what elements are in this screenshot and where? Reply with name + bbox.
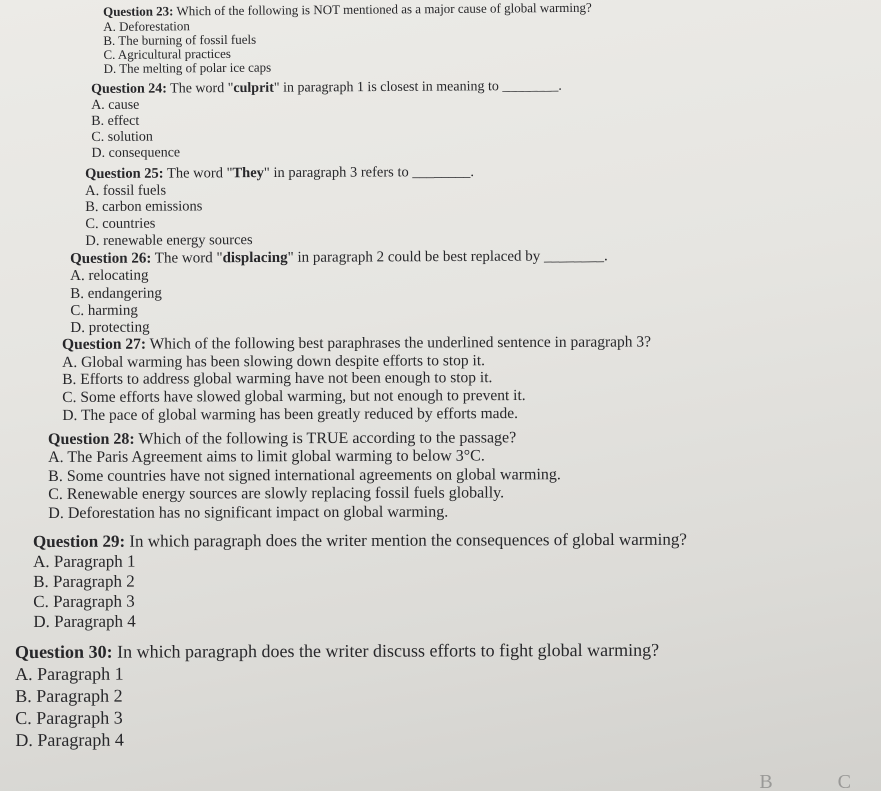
question-30 xyxy=(15,640,659,752)
option-c: C. countries xyxy=(85,215,156,233)
option-a: A. fossil fuels xyxy=(85,182,167,199)
question-label: Question 26: xyxy=(70,250,152,267)
question-label: Question 28: xyxy=(48,430,135,448)
option-c: C. harming xyxy=(70,302,138,319)
edge-letters: B C xyxy=(759,771,881,791)
option-d: D. renewable energy sources xyxy=(85,231,253,249)
option-a: A. Deforestation xyxy=(103,18,190,34)
option-c: C. solution xyxy=(91,129,153,146)
option-d: D. protecting xyxy=(70,319,150,336)
option-d: D. Deforestation has no significant impact on global warming. xyxy=(48,503,449,522)
question-prompt: Question 26: The word "displacing" in paragraph 2 could be best replaced by ________. xyxy=(70,248,608,267)
question-label: Question 27: xyxy=(62,335,147,353)
option-d: D. The pace of global warming has been greatly reduced by efforts made. xyxy=(62,404,519,424)
option-b: B. Efforts to address global warming have not been enough to stop it. xyxy=(62,369,493,389)
question-23 xyxy=(103,1,592,76)
question-label: Question 23: xyxy=(102,3,174,19)
question-28 xyxy=(48,429,561,523)
option-b: B. endangering xyxy=(70,285,162,302)
question-label: Question 25: xyxy=(85,165,164,182)
question-label: Question 29: xyxy=(33,531,126,551)
question-prompt: Question 23: Which of the following is NOT mentioned as a major cause of global warming? xyxy=(102,0,592,19)
question-prompt: Question 25: The word "They" in paragraph 3 refers to ________. xyxy=(85,163,475,182)
option-c: C. Paragraph 3 xyxy=(15,707,123,728)
option-c: C. Agricultural practices xyxy=(103,45,231,62)
option-b: B. carbon emissions xyxy=(85,198,203,216)
option-a: A. cause xyxy=(91,97,140,114)
question-26 xyxy=(70,248,608,337)
option-c: C. Renewable energy sources are slowly replacing fossil fuels globally. xyxy=(48,484,505,504)
option-b: B. effect xyxy=(91,113,140,130)
option-a: A. relocating xyxy=(70,267,149,285)
option-a: A. Paragraph 1 xyxy=(15,663,124,684)
option-b: B. The burning of fossil fuels xyxy=(103,31,257,48)
option-b: B. Paragraph 2 xyxy=(33,571,135,592)
option-b: B. Paragraph 2 xyxy=(15,685,123,706)
option-a: A. Paragraph 1 xyxy=(33,551,136,572)
option-d: D. The melting of polar ice caps xyxy=(103,59,272,77)
question-27 xyxy=(62,333,651,424)
option-d: D. Paragraph 4 xyxy=(33,611,136,632)
question-prompt: Question 28: Which of the following is TRUE according to the passage? xyxy=(48,429,517,448)
question-prompt: Question 27: Which of the following best paraphrases the underlined sentence in paragraph 3? xyxy=(62,333,652,353)
question-prompt: Question 24: The word "culprit" in paragraph 1 is closest in meaning to ________. xyxy=(91,78,562,97)
question-label: Question 24: xyxy=(91,81,167,97)
option-c: C. Some efforts have slowed global warming, but not enough to prevent it. xyxy=(62,386,526,406)
option-a: A. Global warming has been slowing down despite efforts to stop it. xyxy=(62,351,486,371)
question-25 xyxy=(85,164,474,249)
option-a: A. The Paris Agreement aims to limit global warming to below 3°C. xyxy=(48,447,485,467)
option-c: C. Paragraph 3 xyxy=(33,591,135,612)
question-29 xyxy=(33,530,687,633)
option-d: D. consequence xyxy=(91,145,181,162)
question-prompt: Question 29: In which paragraph does the writer mention the consequences of global warming? xyxy=(33,529,687,551)
question-label: Question 30: xyxy=(15,641,113,662)
option-b: B. Some countries have not signed international agreements on global warming. xyxy=(48,465,561,485)
question-24 xyxy=(91,79,562,163)
question-prompt: Question 30: In which paragraph does the writer discuss efforts to fight global warming? xyxy=(15,639,660,662)
option-d: D. Paragraph 4 xyxy=(15,729,124,750)
